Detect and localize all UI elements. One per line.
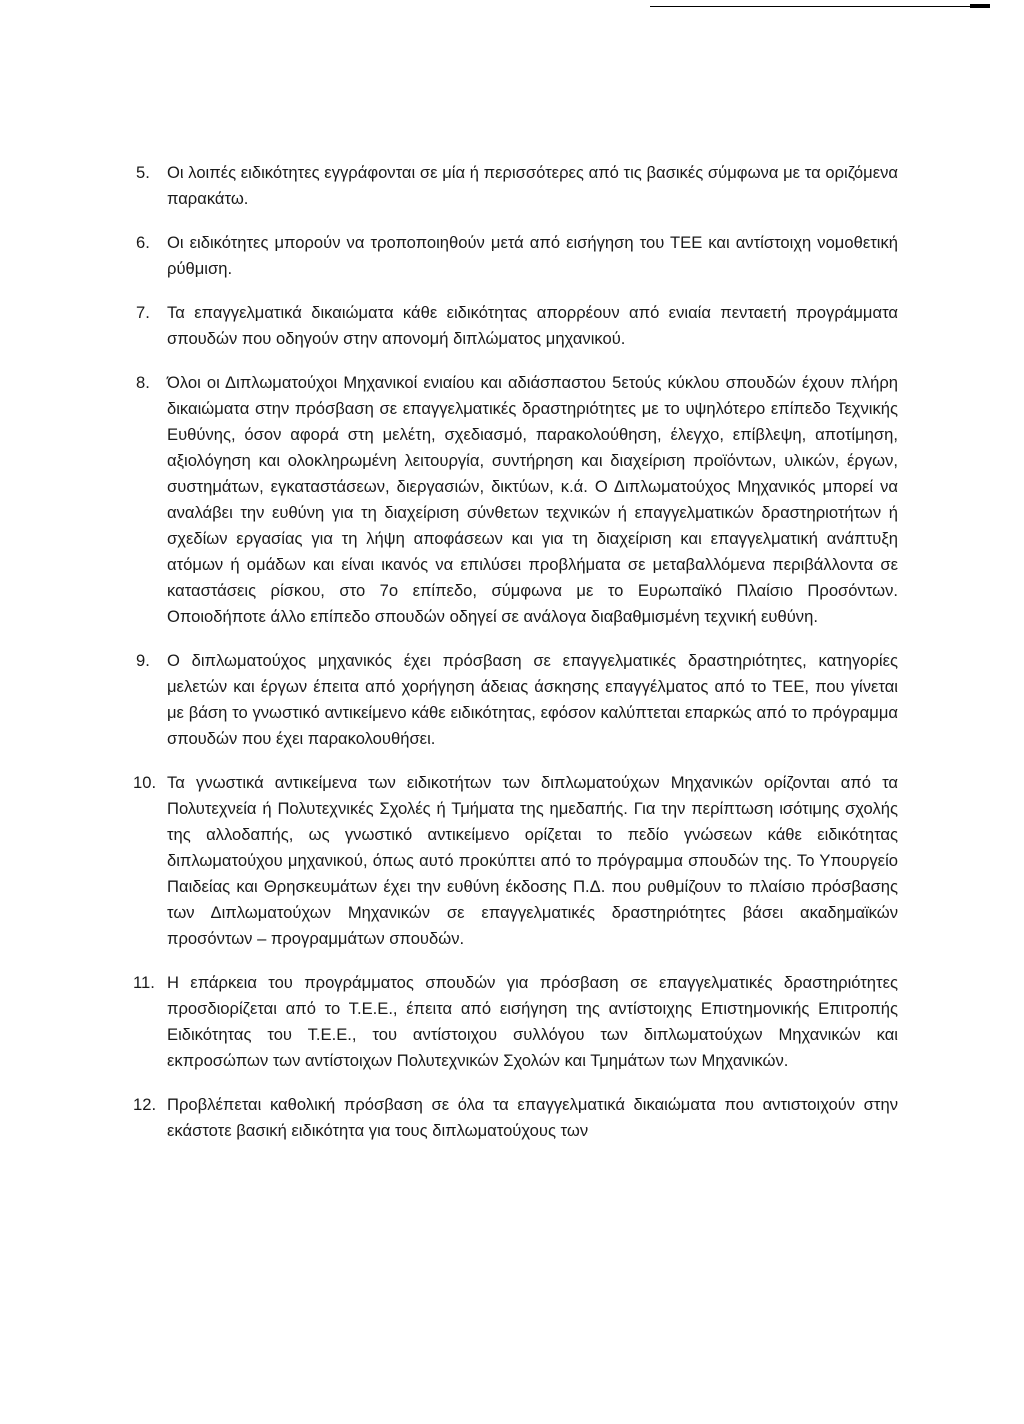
- list-item-9: [136, 648, 898, 752]
- top-edge-mark: [970, 4, 990, 8]
- item-text: Οι ειδικότητες μπορούν να τροποποιηθούν μετά από εισήγηση του ΤΕΕ και αντίστοιχη νομοθετική ρύθμιση.: [167, 233, 898, 278]
- list-item-7: [136, 300, 898, 352]
- item-number: 7.: [136, 303, 150, 322]
- item-text: Τα γνωστικά αντικείμενα των ειδικοτήτων των διπλωματούχων Μηχανικών ορίζονται από τα Πολυτεχνεία ή Πολυτεχνικές Σχολές ή Τμήματα της ημεδαπής. Για την περίπτωση ισότιμης σχολής της αλλοδαπής, ως γνωστικό αντικείμενο ορίζεται το πεδίο γνώσεων κάθε ειδικότητας διπλωματούχου μηχανικού, όπως αυτό προκύπτει από το πρόγραμμα σπουδών της. Το Υπουργείο Παιδείας και Θρησκευμάτων έχει την ευθύνη έκδοσης Π.Δ. που ρυθμίζουν το πλαίσιο πρόσβασης των Διπλωματούχων Μηχανικών σε επαγγελματικές δραστηριότητες βάσει ακαδημαϊκών προσόντων – προγραμμάτων σπουδών.: [167, 773, 898, 948]
- item-text: Η επάρκεια του προγράμματος σπουδών για πρόσβαση σε επαγγελματικές δραστηριότητες προσδιορίζεται από το Τ.Ε.Ε., έπειτα από εισήγηση της αντίστοιχης Επιστημονικής Επιτροπής Ειδικότητας του Τ.Ε.Ε., του αντίστοιχου συλλόγου των διπλωματούχων Μηχανικών και εκπροσώπων των αντίστοιχων Πολυτεχνικών Σχολών και Τμημάτων των Μηχανικών.: [167, 973, 898, 1070]
- item-text: Ο διπλωματούχος μηχανικός έχει πρόσβαση σε επαγγελματικές δραστηριότητες, κατηγορίες μελετών και έργων έπειτα από χορήγηση άδειας άσκησης επαγγέλματος από το ΤΕΕ, που γίνεται με βάση το γνωστικό αντικείμενο κάθε ειδικότητας, εφόσον καλύπτεται επαρκώς από το πρόγραμμα σπουδών που έχει παρακολουθήσει.: [167, 651, 898, 748]
- item-number: 6.: [136, 233, 150, 252]
- item-text: Όλοι οι Διπλωματούχοι Μηχανικοί ενιαίου και αδιάσπαστου 5ετούς κύκλου σπουδών έχουν πλήρη δικαιώματα στην πρόσβαση σε επαγγελματικές δραστηριότητες με το υψηλότερο επίπεδο Τεχνικής Ευθύνης, όσον αφορά στη μελέτη, σχεδιασμό, παρακολούθηση, έλεγχο, επίβλεψη, αποτίμηση, αξιολόγηση και ολοκληρωμένη λειτουργία, συντήρηση και διαχείριση προϊόντων, υλικών, έργων, συστημάτων, εγκαταστάσεων, διεργασιών, δικτύων, κ.ά. Ο Διπλωματούχος Μηχανικός μπορεί να αναλάβει την ευθύνη για τη διαχείριση σύνθετων τεχνικών ή επαγγελματικών δραστηριοτήτων ή σχεδίων εργασίας για τη λήψη αποφάσεων και για τη διαχείριση και επαγγελματική ανάπτυξη ατόμων ή ομάδων και είναι ικανός να επιλύσει προβλήματα σε μεταβαλλόμενα περιβάλλοντα σε καταστάσεις ρίσκου, στο 7ο επίπεδο, σύμφωνα με το Ευρωπαϊκό Πλαίσιο Προσόντων. Οποιοδήποτε άλλο επίπεδο σπουδών οδηγεί σε ανάλογα διαβαθμισμένη τεχνική ευθύνη.: [167, 373, 898, 626]
- item-text: Τα επαγγελματικά δικαιώματα κάθε ειδικότητας απορρέουν από ενιαία πενταετή προγράμματα σπουδών που οδηγούν στην απονομή διπλώματος μηχανικού.: [167, 303, 898, 348]
- document-body: [133, 160, 898, 1162]
- list-item-6: [136, 230, 898, 282]
- item-number: 11.: [133, 973, 155, 992]
- list-item-8: [136, 370, 898, 630]
- list-item-12: [133, 1092, 898, 1144]
- list-item-11: [133, 970, 898, 1074]
- list-item-5: [136, 160, 898, 212]
- item-number: 9.: [136, 651, 150, 670]
- item-number: 12.: [133, 1095, 157, 1114]
- item-text: Οι λοιπές ειδικότητες εγγράφονται σε μία ή περισσότερες από τις βασικές σύμφωνα με τα οριζόμενα παρακάτω.: [167, 163, 898, 208]
- item-text: Προβλέπεται καθολική πρόσβαση σε όλα τα επαγγελματικά δικαιώματα που αντιστοιχούν στην εκάστοτε βασική ειδικότητα για τους διπλωματούχους των: [167, 1095, 898, 1140]
- list-item-10: [133, 770, 898, 952]
- item-number: 8.: [136, 373, 150, 392]
- item-number: 10.: [133, 773, 157, 792]
- item-number: 5.: [136, 163, 150, 182]
- top-edge-rule: [650, 6, 990, 7]
